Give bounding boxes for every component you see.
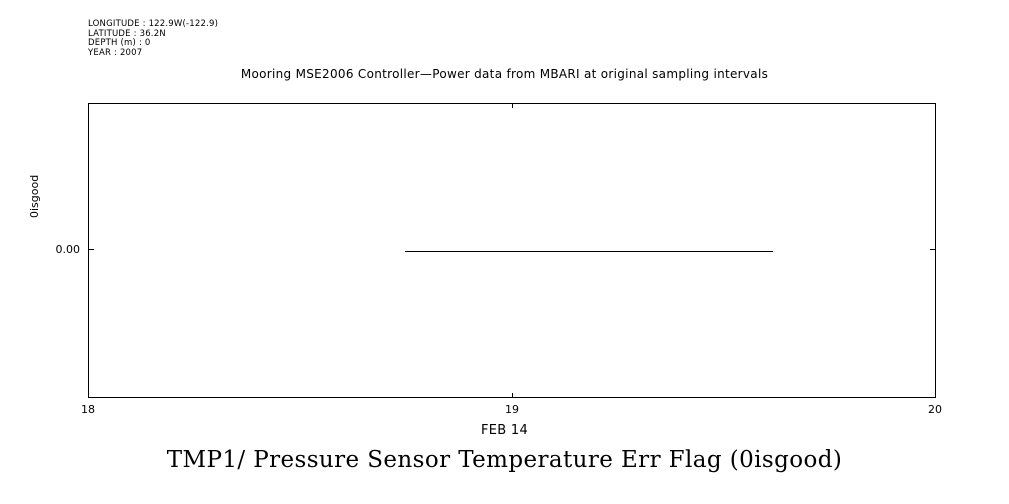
x-tick-20-bottom: [935, 393, 936, 398]
metadata-year: YEAR : 2007: [88, 47, 143, 58]
y-axis-label: 0isgood: [28, 174, 41, 218]
data-series-line: [405, 251, 773, 252]
metadata-depth: DEPTH (m) : 0: [88, 38, 151, 48]
x-axis-label: FEB 14: [480, 423, 529, 438]
y-tick-label-0: 0.00: [55, 243, 80, 256]
x-tick-18-bottom: [88, 393, 89, 398]
chart-title: Mooring MSE2006 Controller—Power data from MBARI at original sampling intervals: [240, 67, 769, 81]
figure-caption: TMP1/ Pressure Sensor Temperature Err Flag (0isgood): [166, 447, 843, 473]
y-tick-0-right: [930, 249, 936, 250]
plot-area: [88, 103, 936, 398]
metadata-block: [88, 20, 218, 58]
metadata-latitude: LATITUDE : 36.2N: [88, 28, 166, 39]
x-tick-label-20: 20: [928, 403, 942, 416]
y-tick-0: [88, 249, 94, 250]
metadata-longitude: LONGITUDE : 122.9W(-122.9): [88, 19, 219, 29]
x-tick-18: [88, 103, 89, 108]
x-tick-19-bottom: [512, 393, 513, 398]
x-tick-label-18: 18: [81, 403, 95, 416]
x-tick-20: [935, 103, 936, 108]
x-tick-label-19: 19: [505, 403, 519, 416]
x-tick-19: [512, 103, 513, 108]
